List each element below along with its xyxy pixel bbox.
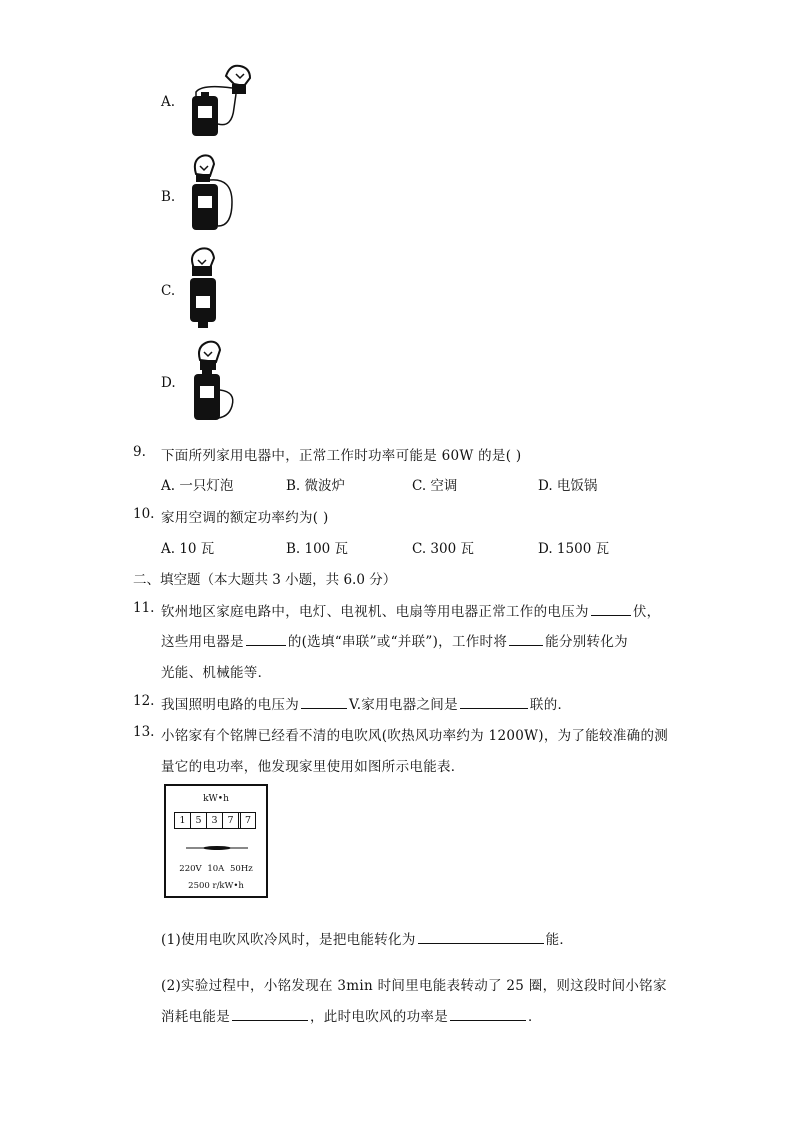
- q13-blank-energy-used[interactable]: [232, 1006, 308, 1021]
- option-c-label: C.: [161, 283, 176, 299]
- q11-text-1b: 伏，: [632, 604, 661, 620]
- bulb-icon: [195, 155, 214, 182]
- q10-choice-a[interactable]: A. 10 瓦: [161, 541, 215, 557]
- q13-blank-power[interactable]: [450, 1006, 526, 1021]
- q12-text-c: 联的．: [529, 697, 572, 713]
- q9-choice-c[interactable]: C. 空调: [412, 478, 458, 494]
- q11-blank-energy[interactable]: [509, 631, 543, 646]
- q11-text-2b: 的(选填“串联”或“并联”)，工作时将: [287, 634, 508, 650]
- q10-choice-d[interactable]: D. 1500 瓦: [538, 541, 610, 557]
- battery-icon: [192, 184, 218, 230]
- meter-digits: [174, 812, 256, 829]
- q13-blank-energy-form[interactable]: [418, 929, 544, 944]
- q11-line-2: [161, 630, 628, 650]
- option-d-figure: [190, 340, 240, 424]
- q10-choice-b[interactable]: B. 100 瓦: [286, 541, 349, 557]
- bulb-icon: [226, 66, 250, 94]
- q13-sub2-text-a: 消耗电能是: [161, 1009, 230, 1025]
- q11-blank-connection[interactable]: [246, 631, 286, 646]
- q12-blank-connection[interactable]: [460, 694, 528, 709]
- option-b-label: B.: [161, 189, 176, 205]
- option-c-figure: [186, 246, 226, 332]
- q12-text-a: 我国照明电路的电压为: [161, 697, 299, 713]
- q10-stem: 家用空调的额定功率约为( ): [161, 510, 329, 526]
- q11-number: 11.: [133, 600, 155, 616]
- option-d-label: D.: [161, 375, 176, 391]
- q11-text-1a: 钦州地区家庭电路中，电灯、电视机、电扇等用电器正常工作的电压为: [161, 604, 589, 620]
- bulb-icon: [199, 342, 220, 370]
- q9-choice-b[interactable]: B. 微波炉: [286, 478, 346, 494]
- meter-digit: 3: [207, 813, 223, 828]
- q11-text-2a: 这些用电器是: [161, 634, 244, 650]
- q9-stem: 下面所列家用电器中，正常工作时功率可能是 60W 的是( ): [161, 448, 522, 464]
- option-b-figure: [188, 154, 238, 234]
- meter-digit: 5: [191, 813, 207, 828]
- option-a-figure: [188, 62, 258, 137]
- battery-icon: [190, 278, 216, 328]
- q11-line-1: [161, 600, 660, 620]
- meter-disk-icon: [184, 845, 250, 851]
- q10-choice-c[interactable]: C. 300 瓦: [412, 541, 474, 557]
- q13-sub2-line-2: [161, 1005, 542, 1025]
- meter-rev: 2500 r/kW•h: [188, 881, 244, 891]
- q9-number: 9.: [133, 444, 146, 460]
- q12-blank-voltage[interactable]: [301, 694, 347, 709]
- q11-text-2c: 能分别转化为: [545, 634, 628, 650]
- q13-line-2: 量它的电功率，他发现家里使用如图所示电能表．: [161, 759, 465, 775]
- section-title: 二、填空题（本大题共 3 小题，共 6.0 分）: [133, 572, 397, 588]
- meter-digit: 7: [223, 813, 239, 828]
- q9-choice-d[interactable]: D. 电饭锅: [538, 478, 598, 494]
- battery-icon: [194, 368, 220, 420]
- q13-sub2-text-b: ，此时电吹风的功率是: [310, 1009, 448, 1025]
- q13-sub1-text-b: 能．: [545, 932, 574, 948]
- q13-sub2-text-c: ．: [528, 1009, 542, 1025]
- meter-unit: kW•h: [203, 794, 229, 804]
- q13-sub1-text-a: (1)使用电吹风吹冷风时，是把电能转化为: [161, 932, 416, 948]
- q12-line: [161, 693, 571, 713]
- q13-sub2-line-1: (2)实验过程中，小铭发现在 3min 时间里电能表转动了 25 圈，则这段时间小铭家: [161, 978, 667, 994]
- q13-line-1: 小铭家有个铭牌已经看不清的电吹风(吹热风功率约为 1200W)，为了能较准确的测: [161, 728, 669, 744]
- q12-number: 12.: [133, 693, 155, 709]
- meter-spec: 220V 10A 50Hz: [179, 864, 253, 874]
- q13-number: 13.: [133, 724, 155, 740]
- q9-choice-a[interactable]: A. 一只灯泡: [161, 478, 234, 494]
- q13-sub1: [161, 928, 573, 948]
- q11-line-3: 光能、机械能等．: [161, 665, 272, 681]
- option-a-label: A.: [161, 94, 176, 110]
- q12-text-b: V.家用电器之间是: [349, 697, 458, 713]
- bulb-icon: [192, 248, 214, 276]
- energy-meter-figure: [164, 784, 268, 898]
- meter-digit: 1: [175, 813, 191, 828]
- q10-number: 10.: [133, 506, 155, 522]
- meter-digit-decimal: 7: [240, 812, 256, 829]
- q11-blank-voltage[interactable]: [591, 601, 631, 616]
